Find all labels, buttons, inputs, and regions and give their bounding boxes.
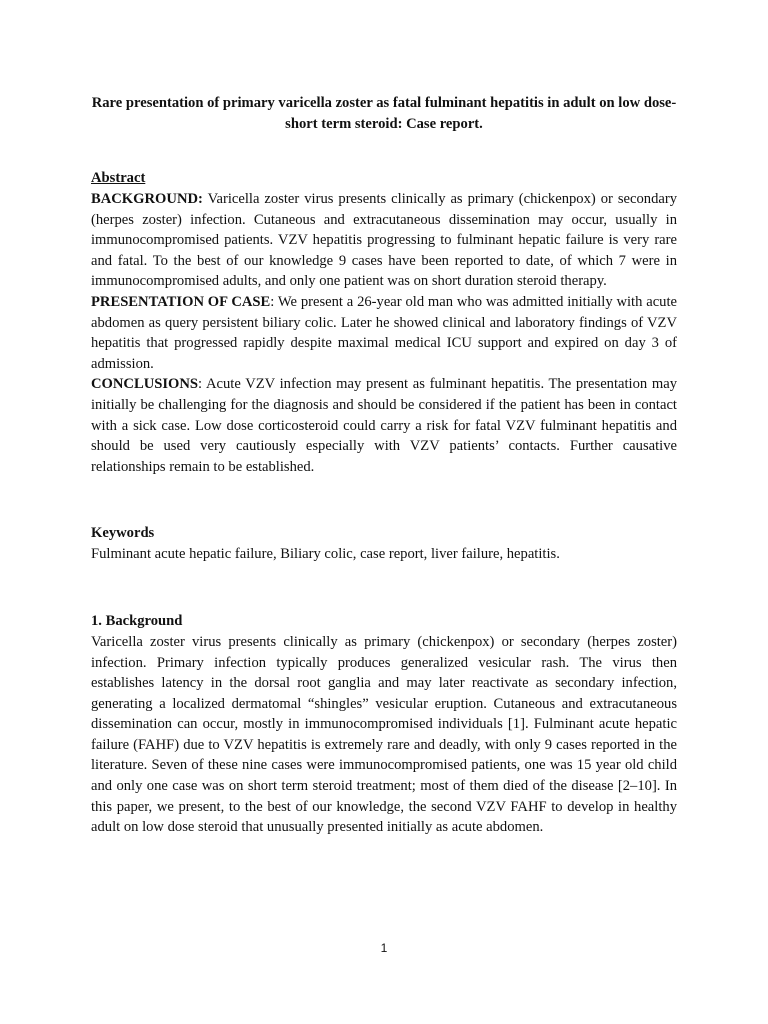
abstract-conclusions-paragraph [91, 374, 677, 477]
section-background-heading: 1. Background [91, 612, 183, 629]
page-number: 1 [380, 941, 388, 955]
background-label: BACKGROUND: [91, 191, 203, 207]
document-page [91, 93, 677, 838]
abstract-background-paragraph [91, 189, 677, 292]
abstract-heading: Abstract [91, 170, 146, 186]
conclusions-text: : Acute VZV infection may present as fulminant hepatitis. The presentation may initially be challenging for the diagnosis and should be considered if the patient has been in contact with a sick case. Low dose corticosteroid could carry a risk for fatal VZV fulminant hepatitis and should be used very cautiously especially with VZV patients’ contacts. Further causative relationships remain to be established. [91, 376, 677, 475]
section-background-text: Varicella zoster virus presents clinically as primary (chickenpox) or secondary (herpes zoster) infection. Primary infection typically produces generalized vesicular rash. The virus then establishes latency in the dorsal root ganglia and may later reactivate as secondary infection, generating a localized dermatomal “shingles” vesicular eruption. Cutaneous and extracutaneous dissemination can occur, mostly in immunocompromised individuals [1]. Fulminant acute hepatic failure (FAHF) due to VZV hepatitis is extremely rare and deadly, with only 9 cases reported in the literature. Seven of these nine cases were immunocompromised patients, one was 15 year old child and only one case was on short term steroid treatment; most of them died of the disease [2–10]. In this paper, we present, to the best of our knowledge, the second VZV FAHF to develop in healthy adult on low dose steroid that unusually presented initially as acute abdomen. [91, 633, 677, 836]
paper-title: Rare presentation of primary varicella zoster as fatal fulminant hepatitis in adult on low dose-short term steroid: Case report. [91, 95, 677, 132]
keywords-heading: Keywords [91, 525, 155, 542]
keywords-text: Fulminant acute hepatic failure, Biliary colic, case report, liver failure, hepatitis. [91, 546, 560, 563]
background-text: Varicella zoster virus presents clinically as primary (chickenpox) or secondary (herpes zoster) infection. Cutaneous and extracutaneous dissemination may occur, usually in immunocompromised patients. VZV hepatitis progressing to fulminant hepatic failure is very rare and fatal. To the best of our knowledge 9 cases have been reported to date, of which 7 were in immunocompromised adults, and only one patient was on short duration steroid therapy. [91, 191, 677, 290]
presentation-text: : We present a 26-year old man who was admitted initially with acute abdomen as query persistent biliary colic. Later he showed clinical and laboratory findings of VZV hepatitis that progressed rapidly despite maximal medical ICU support and expired on day 3 of admission. [91, 293, 678, 372]
presentation-label: PRESENTATION OF CASE [91, 293, 271, 310]
abstract-presentation-paragraph [91, 292, 677, 374]
conclusions-label: CONCLUSIONS [91, 376, 199, 393]
